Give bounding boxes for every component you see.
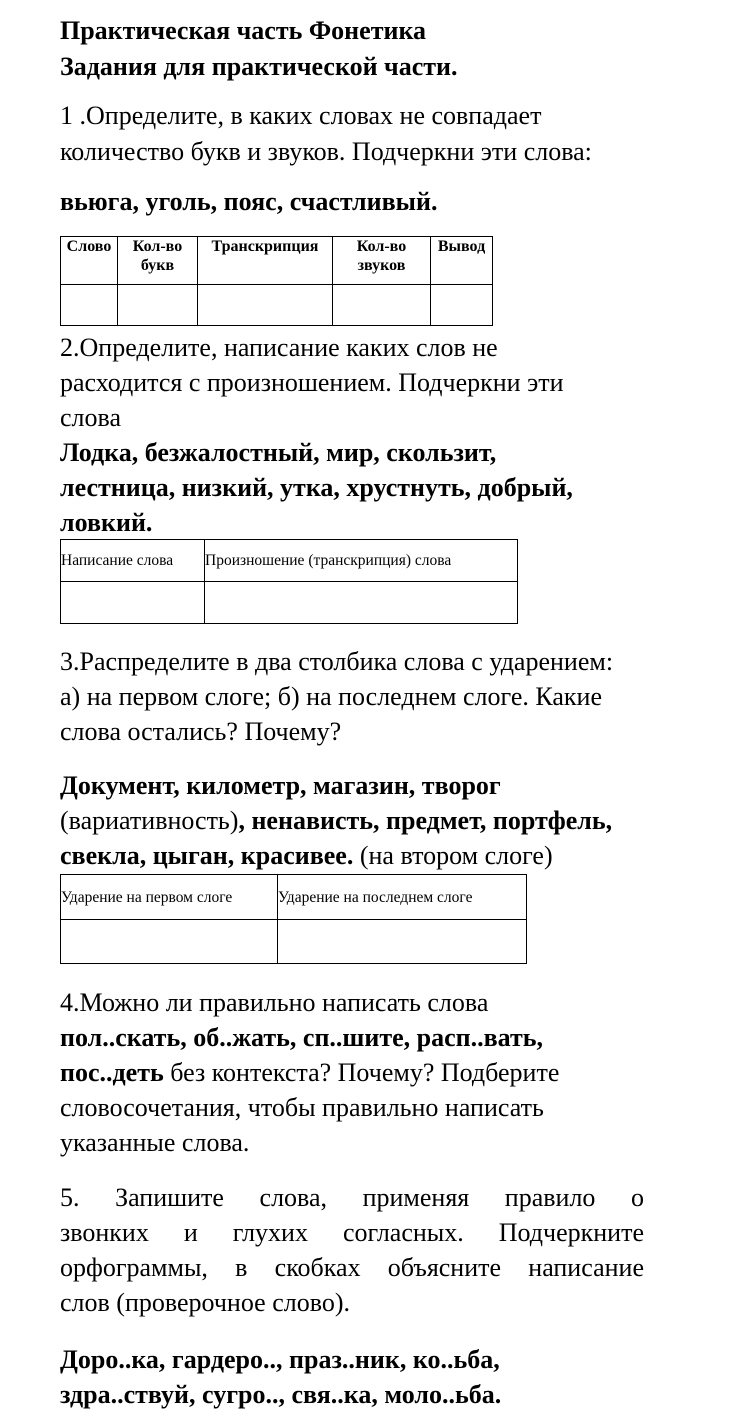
task1-cell [198, 285, 333, 326]
task3-text-line1: 3.Распределите в два столбика слова с ударением: [60, 647, 614, 676]
task2-text-line3: слова [60, 403, 121, 432]
task2-header-spelling: Написание слова [61, 540, 205, 582]
task4-word-posidet: пос..деть [60, 1058, 164, 1087]
task1-table [60, 236, 493, 326]
task2-words-line3: ловкий. [60, 508, 153, 537]
task2-words-line1: Лодка, безжалостный, мир, скользит, [60, 438, 497, 467]
task2-cell [205, 582, 518, 624]
task4-text-line1: 4.Можно ли правильно написать слова [60, 988, 489, 1017]
page-title: Практическая часть Фонетика [60, 16, 427, 45]
task3-header-first-syllable: Ударение на первом слоге [61, 875, 278, 920]
task1-header-transcription: Транскрипция [198, 237, 333, 285]
task3-table [60, 874, 527, 964]
task1-text-line2: количество букв и звуков. Подчеркни эти слова: [60, 137, 592, 166]
task3-words-line1: Документ, километр, магазин, творог [60, 771, 501, 800]
task1-header-sounds: Кол-во звуков [333, 237, 431, 285]
task1-words: вьюга, уголь, пояс, счастливый. [60, 187, 438, 216]
task1-cell [118, 285, 198, 326]
task3-cell [278, 920, 527, 964]
task1-cell [61, 285, 118, 326]
task3-text-line3: слова остались? Почему? [60, 717, 342, 746]
task1-header-conclusion: Вывод [431, 237, 493, 285]
task3-cell [61, 920, 278, 964]
task4-text-line3 [60, 1055, 559, 1090]
task3-text-line2: а) на первом слоге; б) на последнем слоге. Какие [60, 682, 603, 711]
task3-words-line2 [60, 803, 612, 838]
task3-words-line3 [60, 838, 553, 873]
task5-words-line2: здра..ствуй, сугро.., свя..ка, моло..ьба. [60, 1380, 502, 1409]
task3-note-variability: (вариативность) [60, 806, 239, 835]
task5-text-line4: слов (проверочное слово). [60, 1288, 350, 1317]
task4-words-line: пол..скать, об..жать, сп..шите, расп..вать, [60, 1023, 544, 1052]
task5-text-line3: орфограммы, в скобках объясните написание [60, 1253, 644, 1282]
task3-words-line2-bold: , ненависть, предмет, портфель, [238, 806, 613, 835]
page-subtitle: Задания для практической части. [60, 52, 458, 81]
task3-note-second-syllable: (на втором слоге) [353, 841, 553, 870]
task5-words-line1: Доро..ка, гардеро.., праз..ник, ко..ьба, [60, 1345, 500, 1374]
task2-header-pronunciation: Произношение (транскрипция) слова [205, 540, 518, 582]
task5-text-line1: 5. Запишите слова, применяя правило о [60, 1183, 644, 1212]
task2-cell [61, 582, 205, 624]
task4-question: без контекста? Почему? Подберите [163, 1058, 560, 1087]
task1-cell [333, 285, 431, 326]
task3-words-line3-bold: свекла, цыган, красивее. [60, 841, 354, 870]
task1-text-line1: 1 .Определите, в каких словах не совпадает [60, 101, 542, 130]
task4-text-line4: словосочетания, чтобы правильно написать [60, 1093, 544, 1122]
task1-header-word: Слово [61, 237, 118, 285]
task4-text-line5: указанные слова. [60, 1128, 250, 1157]
task3-header-last-syllable: Ударение на последнем слоге [278, 875, 527, 920]
task5-text-line2: звонких и глухих согласных. Подчеркните [60, 1218, 644, 1247]
task1-header-letters: Кол-во букв [118, 237, 198, 285]
task2-text-line2: расходится с произношением. Подчеркни эти [60, 368, 564, 397]
task2-text-line1: 2.Определите, написание каких слов не [60, 333, 498, 362]
task2-table [60, 539, 518, 624]
task1-cell [431, 285, 493, 326]
task2-words-line2: лестница, низкий, утка, хрустнуть, добрый, [60, 473, 573, 502]
